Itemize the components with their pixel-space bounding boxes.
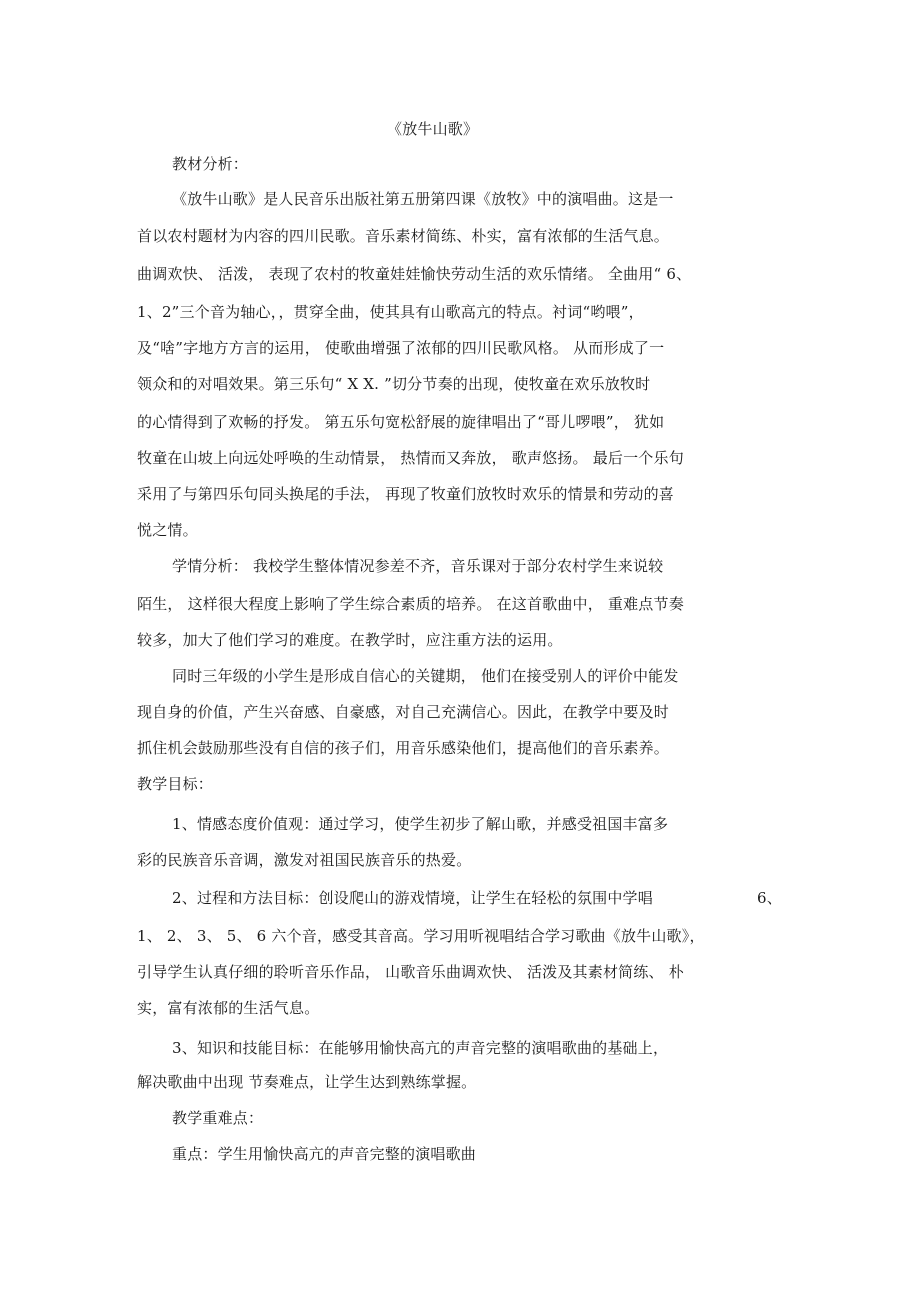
paragraph-line: 领众和的对唱效果。第三乐句“ X X. ”切分节奏的出现，使牧童在欢乐放牧时 bbox=[137, 375, 651, 393]
goal-line: 引导学生认真仔细的聆听音乐作品， 山歌音乐曲调欢快、 活泼及其素材简练、 朴 bbox=[137, 963, 684, 981]
goal-line-trailing: 6、 bbox=[757, 889, 782, 907]
paragraph-line: 现自身的价值，产生兴奋感、自豪感，对自己充满信心。因此，在教学中要及时 bbox=[137, 703, 670, 721]
paragraph-line: 陌生， 这样很大程度上影响了学生综合素质的培养。 在这首歌曲中， 重难点节奏 bbox=[137, 595, 684, 613]
goal-line: 1、 2、 3、 5、 6 六个音，感受其音高。学习用听视唱结合学习歌曲《放牛山歌》， bbox=[137, 927, 705, 945]
goal-line: 实，富有浓郁的生活气息。 bbox=[137, 999, 320, 1017]
paragraph-line: 《放牛山歌》是人民音乐出版社第五册第四课《放牧》中的演唱曲。这是一 bbox=[172, 190, 674, 208]
goal-line: 1、情感态度价值观：通过学习，使学生初步了解山歌，并感受祖国丰富多 bbox=[172, 815, 669, 833]
goal-line: 解决歌曲中出现 节奏难点，让学生达到熟练掌握。 bbox=[137, 1073, 477, 1091]
section-heading-student-analysis: 学情分析： 我校学生整体情况参差不齐，音乐课对于部分农村学生来说较 bbox=[172, 557, 664, 575]
paragraph-line: 牧童在山坡上向远处呼唤的生动情景， 热情而又奔放， 歌声悠扬。 最后一个乐句 bbox=[137, 449, 684, 467]
goal-line: 3、知识和技能目标：在能够用愉快高亢的声音完整的演唱歌曲的基础上， bbox=[172, 1039, 669, 1057]
paragraph-line: 较多，加大了他们学习的难度。在教学时，应注重方法的运用。 bbox=[137, 631, 563, 649]
section-heading-key-points: 教学重难点： bbox=[172, 1109, 264, 1127]
paragraph-line: 悦之情。 bbox=[137, 521, 198, 539]
paragraph-line: 同时三年级的小学生是形成自信心的关键期， 他们在接受别人的评价中能发 bbox=[172, 667, 679, 685]
paragraph-line: 1、2”三个音为轴心，，贯穿全曲，使其具有山歌高亢的特点。衬词“哟喂”， bbox=[137, 303, 644, 321]
goal-line: 2、过程和方法目标：创设爬山的游戏情境，让学生在轻松的氛围中学唱 bbox=[172, 889, 653, 907]
paragraph-line: 抓住机会鼓励那些没有自信的孩子们，用音乐感染他们，提高他们的音乐素养。 bbox=[137, 739, 670, 757]
paragraph-line: 及“啥”字地方方言的运用， 使歌曲增强了浓郁的四川民歌风格。 从而形成了一 bbox=[137, 339, 665, 357]
paragraph-line: 曲调欢快、 活泼， 表现了农村的牧童娃娃愉快劳动生活的欢乐情绪。 全曲用“ 6、 bbox=[137, 265, 692, 283]
key-point-line: 重点：学生用愉快高亢的声音完整的演唱歌曲 bbox=[172, 1145, 477, 1163]
document-title: 《放牛山歌》 bbox=[387, 120, 479, 138]
paragraph-line: 首以农村题材为内容的四川民歌。音乐素材简练、朴实，富有浓郁的生活气息。 bbox=[137, 227, 670, 245]
paragraph-line: 的心情得到了欢畅的抒发。 第五乐句宽松舒展的旋律唱出了“哥儿啰喂”， 犹如 bbox=[137, 413, 665, 431]
paragraph-line: 采用了与第四乐句同头换尾的手法， 再现了牧童们放牧时欢乐的情景和劳动的喜 bbox=[137, 485, 674, 503]
goal-line: 彩的民族音乐音调，激发对祖国民族音乐的热爱。 bbox=[137, 851, 472, 869]
section-heading-teaching-goals: 教学目标： bbox=[137, 775, 214, 793]
section-heading-textbook-analysis: 教材分析： bbox=[172, 155, 249, 173]
